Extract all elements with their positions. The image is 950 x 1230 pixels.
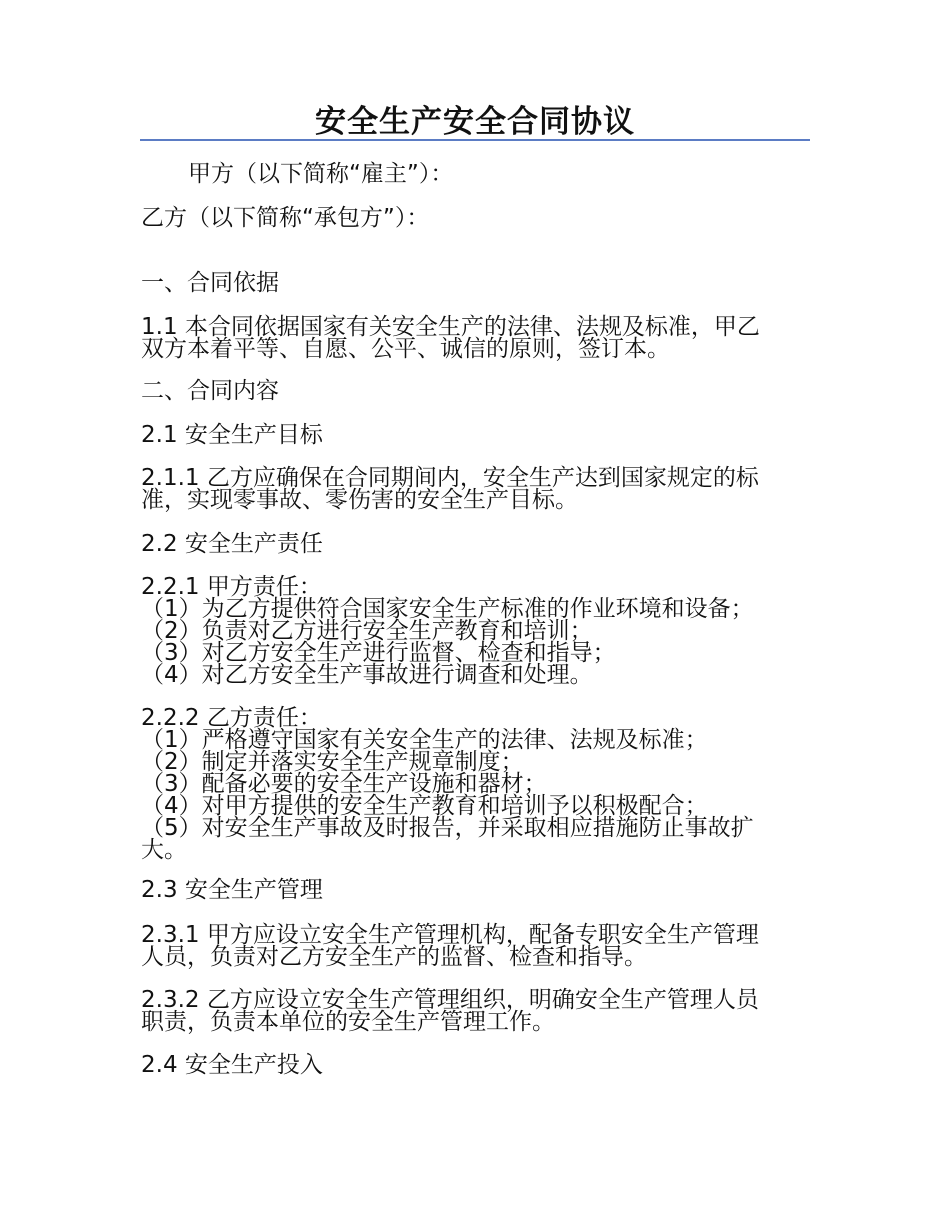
clause-2-2-2-item: （2）制定并落实安全生产规章制度；: [141, 749, 524, 775]
section-2-3-heading: 2.3 安全生产管理: [141, 877, 323, 903]
clause-2-3-2-line: 职责，负责本单位的安全生产管理工作。: [141, 1009, 555, 1035]
clause-2-1-1-line: 2.1.1 乙方应确保在合同期间内，安全生产达到国家规定的标: [141, 465, 759, 491]
section-2-1-heading: 2.1 安全生产目标: [141, 422, 323, 448]
clause-1-1-line: 1.1 本合同依据国家有关安全生产的法律、法规及标准，甲乙: [141, 314, 760, 340]
clause-1-1-line: 双方本着平等、自愿、公平、诚信的原则，签订本。: [141, 336, 670, 362]
clause-2-2-1-item: （4）对乙方安全生产事故进行调查和处理。: [141, 662, 593, 688]
clause-2-2-2-item: （3）配备必要的安全生产设施和器材；: [141, 771, 547, 797]
clause-2-3-1-line: 人员，负责对乙方安全生产的监督、检查和指导。: [141, 944, 647, 970]
document-title: 安全生产安全合同协议: [315, 104, 635, 140]
party-b-line: 乙方（以下简称“承包方”）：: [141, 205, 430, 231]
section-2-heading: 二、合同内容: [141, 378, 279, 404]
clause-2-2-2-item: 大。: [141, 837, 187, 863]
clause-2-2-1-item: （1）为乙方提供符合国家安全生产标准的作业环境和设备；: [141, 596, 754, 622]
clause-2-2-1-item: （2）负责对乙方进行安全生产教育和培训；: [141, 618, 593, 644]
clause-2-2-2-item: （5）对安全生产事故及时报告，并采取相应措施防止事故扩: [141, 815, 754, 841]
title-underline: [140, 139, 810, 141]
party-a-line: 甲方（以下简称“雇主”）：: [188, 161, 454, 187]
clause-2-1-1-line: 准，实现零事故、零伤害的安全生产目标。: [141, 487, 578, 513]
clause-2-2-1-item: （3）对乙方安全生产进行监督、检查和指导；: [141, 640, 616, 666]
clause-2-2-2-heading: 2.2.2 乙方责任：: [141, 705, 322, 731]
clause-2-2-2-item: （1）严格遵守国家有关安全生产的法律、法规及标准；: [141, 727, 708, 753]
section-2-2-heading: 2.2 安全生产责任: [141, 531, 323, 557]
clause-2-3-1-line: 2.3.1 甲方应设立安全生产管理机构，配备专职安全生产管理: [141, 922, 759, 948]
clause-2-2-1-heading: 2.2.1 甲方责任：: [141, 574, 322, 600]
section-1-heading: 一、合同依据: [141, 270, 279, 296]
clause-2-2-2-item: （4）对甲方提供的安全生产教育和培训予以积极配合；: [141, 793, 708, 819]
clause-2-3-2-line: 2.3.2 乙方应设立安全生产管理组织，明确安全生产管理人员: [141, 987, 759, 1013]
section-2-4-heading: 2.4 安全生产投入: [141, 1052, 323, 1078]
